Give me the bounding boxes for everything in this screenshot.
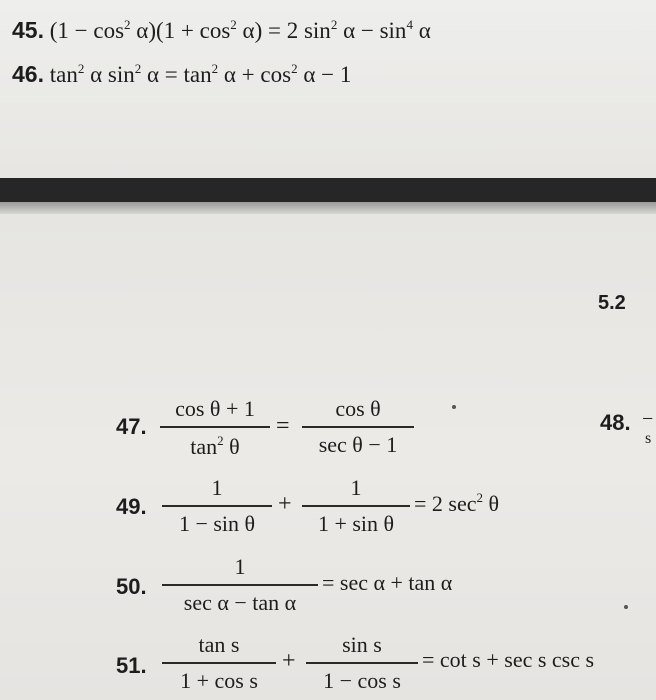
denominator: $\tan^2 \theta$ xyxy=(190,432,240,459)
problem-46-part-d: α + cos xyxy=(218,62,292,87)
numerator: 1 xyxy=(211,475,223,500)
fraction-bar xyxy=(302,426,414,428)
speck xyxy=(452,405,456,409)
denominator: sec α − tan α xyxy=(183,589,297,615)
plus-sign: + xyxy=(282,648,296,674)
problem-48-fragment-den: s xyxy=(645,430,652,447)
problem-49-rhs: = 2 $\sec^2 \theta$ xyxy=(414,490,500,516)
problem-51-fraction-2 xyxy=(306,634,418,692)
problem-45-part-c: α) = 2 sin xyxy=(236,18,331,43)
fraction-bar xyxy=(162,584,318,586)
problem-45-part-b: α)(1 + cos xyxy=(130,18,231,43)
fraction-bar xyxy=(302,505,410,507)
fraction-bar xyxy=(306,662,418,664)
problem-number: 46. xyxy=(12,61,44,87)
problem-45: 45. $(1 - \cos^2 \alpha)(1 + \cos^2 \alpha) = 2$ $\sin^2 \alpha - \sin^4 \alpha$ xyxy=(12,17,431,43)
problem-47-lhs-fraction xyxy=(160,398,270,458)
problem-number-48: 48. xyxy=(600,410,631,435)
denominator: 1 + cos s xyxy=(180,667,258,693)
section-label: 5.2 xyxy=(598,292,626,314)
numerator: tan s xyxy=(198,632,240,657)
page-gap-shadow xyxy=(0,202,656,214)
problem-46-part-b: α sin xyxy=(84,62,135,87)
problem-46-part-c: α = tan xyxy=(141,62,212,87)
problem-number: 45. xyxy=(12,17,44,43)
numerator: cos θ + 1 xyxy=(175,396,255,421)
problem-46-part-a: tan xyxy=(49,62,78,87)
denominator: 1 − sin θ xyxy=(178,510,256,536)
speck xyxy=(624,605,628,609)
problem-45-part-a: (1 − cos xyxy=(49,18,125,43)
fraction-bar xyxy=(160,426,270,428)
numerator: 1 xyxy=(350,475,362,500)
numerator: 1 xyxy=(234,554,246,579)
problem-50-fraction xyxy=(162,556,318,614)
problem-47-rhs-fraction xyxy=(302,398,414,456)
fraction-bar xyxy=(162,505,272,507)
fraction-bar xyxy=(162,662,276,664)
problem-45-part-d: α − sin xyxy=(337,18,407,43)
problem-49-fraction-1 xyxy=(162,477,272,535)
problem-51-fraction-1 xyxy=(162,634,276,692)
problem-number-47: 47. xyxy=(116,414,147,439)
lower-page xyxy=(0,214,656,700)
problem-49-fraction-2 xyxy=(302,477,410,535)
problem-number-51: 51. xyxy=(116,653,147,678)
problem-45-part-e: α xyxy=(412,18,431,43)
problem-46-part-e: α − 1 xyxy=(297,62,352,87)
numerator: cos θ xyxy=(335,396,381,421)
denominator: 1 + sin θ xyxy=(317,510,395,536)
numerator: sin s xyxy=(342,632,382,657)
problem-number-49: 49. xyxy=(116,494,147,519)
denominator: 1 − cos s xyxy=(323,667,401,693)
denominator: sec θ − 1 xyxy=(318,431,398,457)
problem-50-rhs: = sec α + tan α xyxy=(322,570,453,595)
plus-sign: + xyxy=(278,491,292,517)
problem-51-rhs: = cot s + sec s csc s xyxy=(422,647,595,672)
problem-48-fragment: − xyxy=(642,408,654,430)
problem-46: 46. $\tan^2 \alpha$ $\sin^2 \alpha = \tan^2 \alpha + \cos^2 \alpha - 1$ xyxy=(12,61,352,87)
problem-number-50: 50. xyxy=(116,574,147,599)
page-gap-dark-band xyxy=(0,178,656,202)
equals-sign: = xyxy=(276,413,290,439)
